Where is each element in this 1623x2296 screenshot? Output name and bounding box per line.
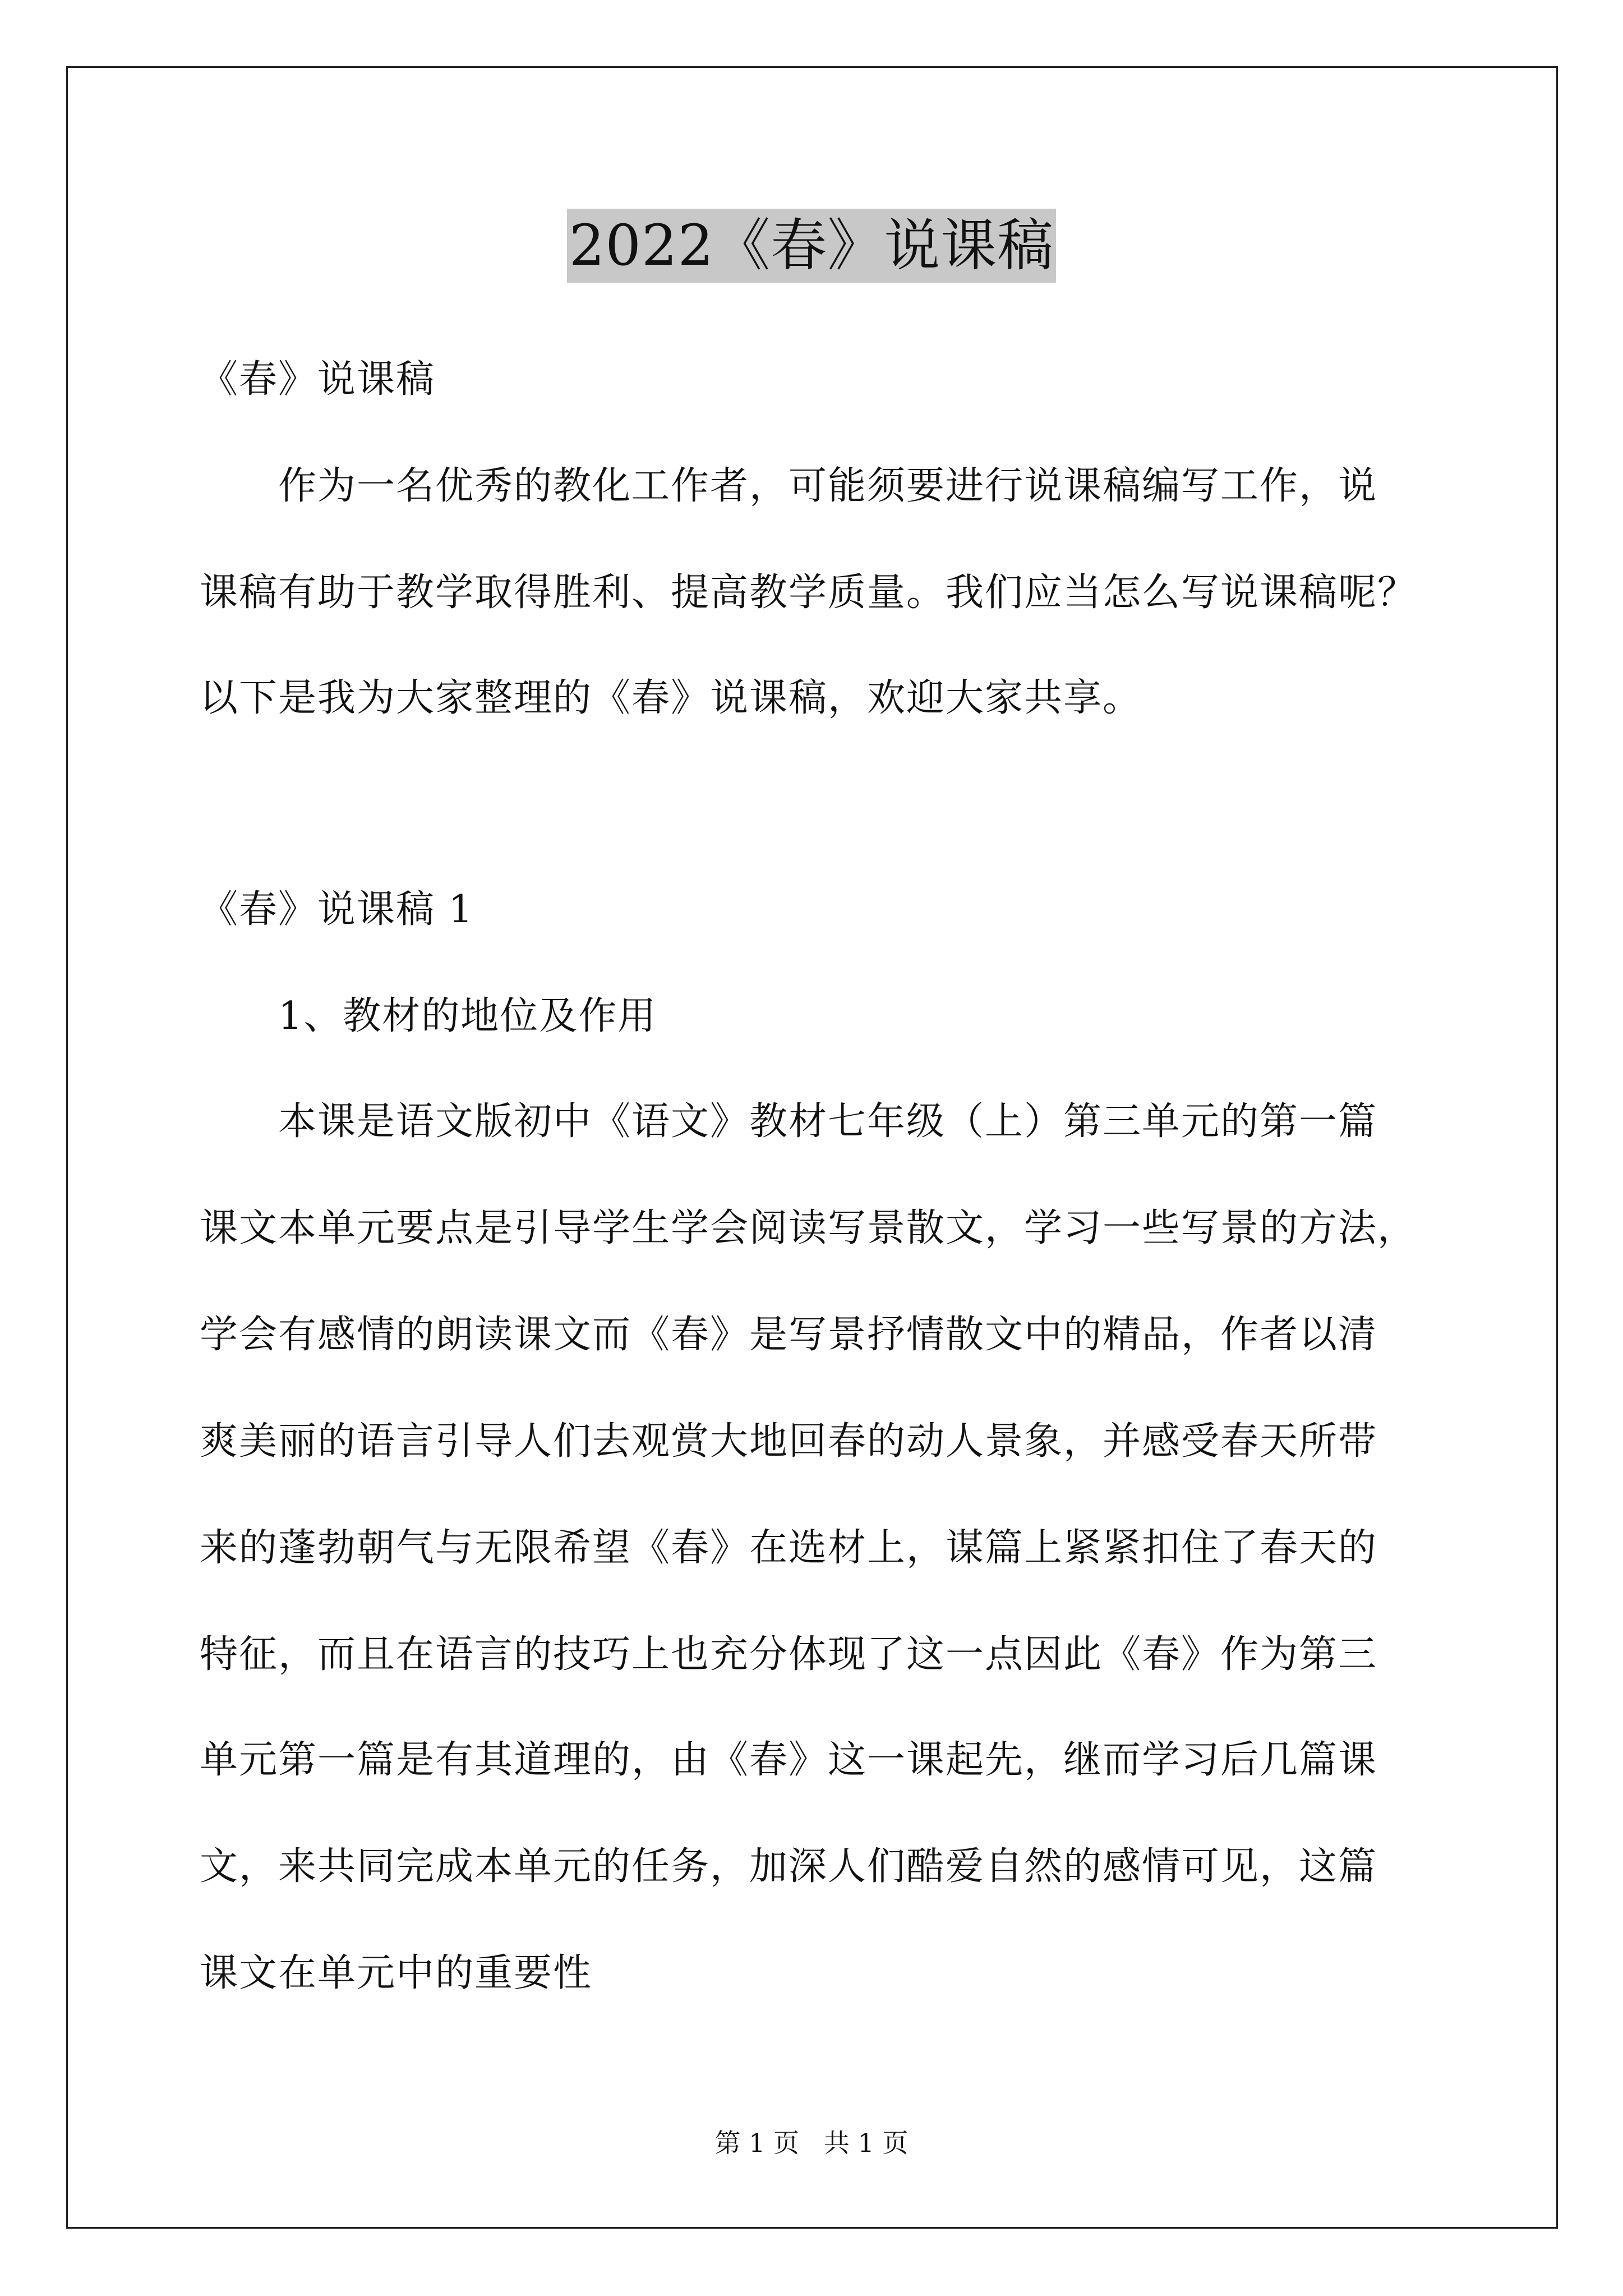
title-container [0, 209, 1623, 283]
body-line-5: 来的蓬勃朝气与无限希望《春》在选材上，谋篇上紧紧扣住了春天的 [200, 1526, 1378, 1570]
section-heading: 《春》说课稿 1 [200, 887, 474, 932]
body-line-4: 爽美丽的语言引导人们去观赏大地回春的动人景象，并感受春天所带 [200, 1419, 1378, 1464]
document-title: 2022《春》说课稿 [567, 209, 1057, 283]
body-line-9: 课文在单元中的重要性 [200, 1951, 593, 1995]
body-line-2: 课文本单元要点是引导学生学会阅读写景散文，学习一些写景的方法， [200, 1206, 1417, 1250]
section-subheading: 1、教材的地位及作用 [278, 994, 657, 1038]
document-subtitle: 《春》说课稿 [200, 357, 436, 402]
body-line-1: 本课是语文版初中《语文》教材七年级（上）第三单元的第一篇 [278, 1099, 1378, 1144]
intro-line-3: 以下是我为大家整理的《春》说课稿，欢迎大家共享。 [200, 676, 1142, 720]
intro-line-1: 作为一名优秀的教化工作者，可能须要进行说课稿编写工作，说 [278, 464, 1378, 508]
body-line-3: 学会有感情的朗读课文而《春》是写景抒情散文中的精品，作者以清 [200, 1313, 1378, 1357]
intro-line-2: 课稿有助于教学取得胜利、提高教学质量。我们应当怎么写说课稿呢？ [200, 570, 1417, 615]
body-line-6: 特征，而且在语言的技巧上也充分体现了这一点因此《春》作为第三 [200, 1632, 1378, 1677]
body-line-7: 单元第一篇是有其道理的，由《春》这一课起先，继而学习后几篇课 [200, 1738, 1378, 1782]
page-footer: 第 1 页 共 1 页 [714, 2128, 909, 2158]
body-line-8: 文，来共同完成本单元的任务，加深人们酷爱自然的感情可见，这篇 [200, 1844, 1378, 1889]
